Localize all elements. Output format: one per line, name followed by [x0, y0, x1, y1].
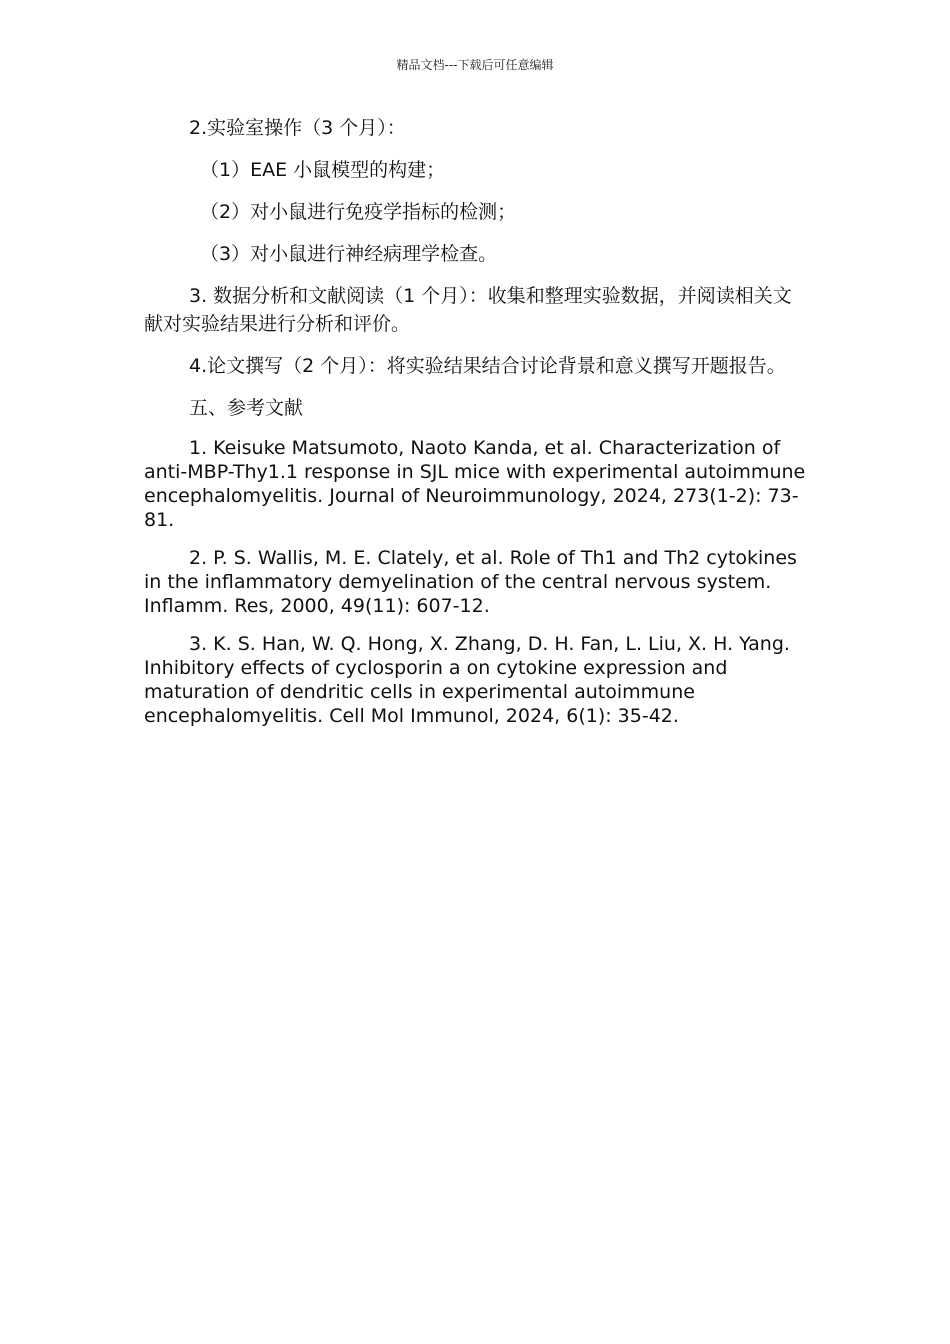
- lab-subitem-3: （3）对小鼠进行神经病理学检查。: [200, 243, 498, 265]
- thesis-writing-item: 4.论文撰写（2 个月）：将实验结果结合讨论背景和意义撰写开题报告。: [189, 355, 786, 377]
- document-body: [144, 114, 810, 742]
- lab-subitem-2: （2）对小鼠进行免疫学指标的检测；: [200, 201, 517, 223]
- lab-operations-item: 2.实验室操作（3 个月）：: [189, 117, 406, 139]
- reference-item-2: 2. P. S. Wallis, M. E. Clately, et al. Role of Th1 and Th2 cytokines in the inflammatory demyelination of the central nervous system. Inflamm. Res, 2000, 49(11): 607-12.: [144, 547, 797, 617]
- page-header: 精品文档---下载后可任意编辑: [396, 58, 554, 72]
- reference-item-3: 3. K. S. Han, W. Q. Hong, X. Zhang, D. H. Fan, L. Liu, X. H. Yang. Inhibitory effects of cyclosporin a on cytokine expression and maturation of dendritic cells in experimental autoimmune encephalomyelitis. Cell Mol Immunol, 2024, 6(1): 35-42.: [144, 633, 790, 727]
- references-heading: 五、参考文献: [189, 397, 304, 419]
- reference-item-1: 1. Keisuke Matsumoto, Naoto Kanda, et al. Characterization of anti-MBP-Thy1.1 response in SJL mice with experimental autoimmune encephalomyelitis. Journal of Neuroimmunology, 2024, 273(1-2): 73-81.: [144, 437, 806, 531]
- lab-subitem-1: （1）EAE 小鼠模型的构建；: [200, 159, 446, 181]
- data-analysis-item: 3. 数据分析和文献阅读（1 个月）：收集和整理实验数据，并阅读相关文献对实验结果进行分析和评价。: [144, 285, 792, 335]
